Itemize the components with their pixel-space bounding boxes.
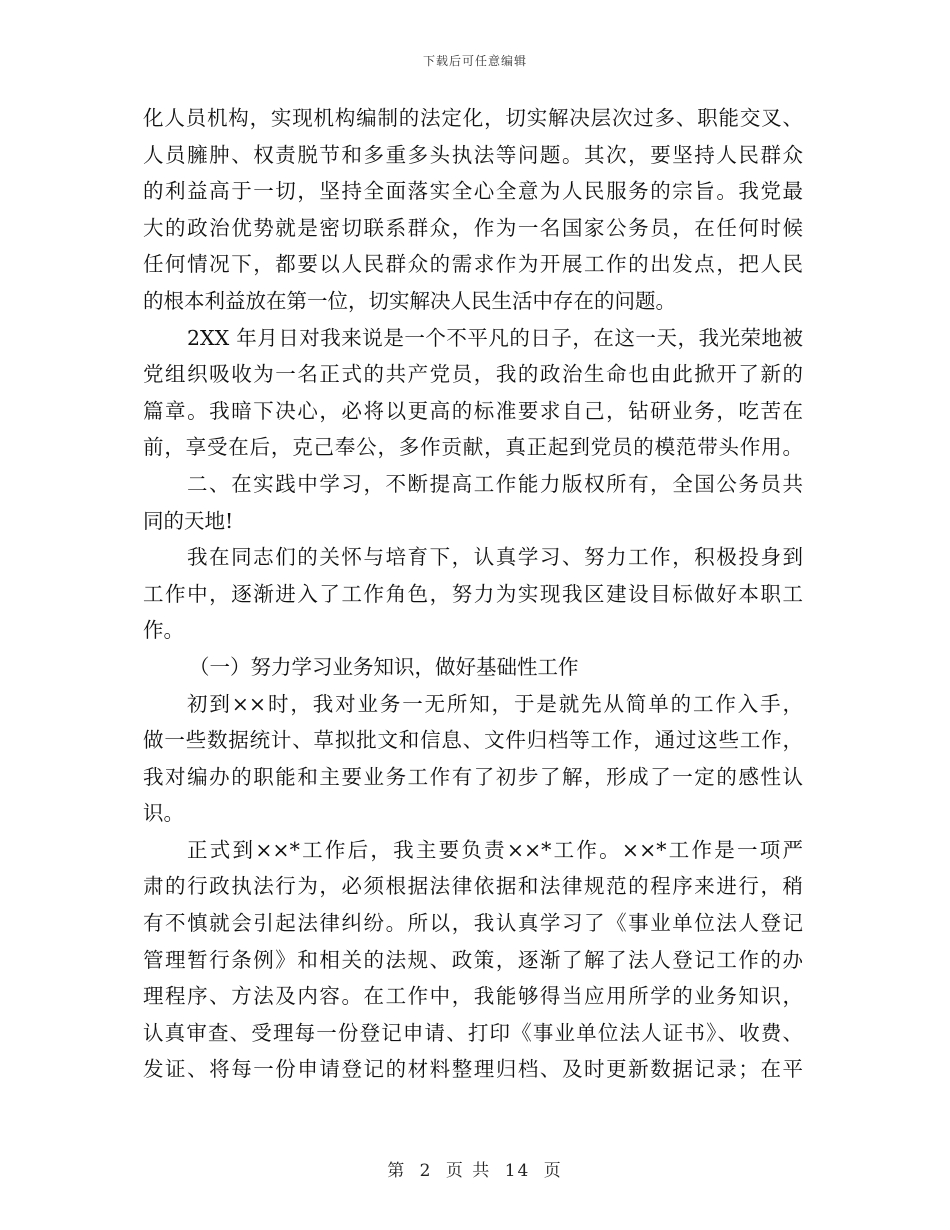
paragraph-line: 做一些数据统计、草拟批文和信息、文件归档等工作，通过这些工作， [143, 728, 803, 753]
paragraph-line: 工作中，逐渐进入了工作角色，努力为实现我区建设目标做好本职工 [143, 581, 803, 606]
paragraph-line: 作。 [143, 618, 184, 643]
paragraph-line: 肃的行政执法行为，必须根据法律依据和法律规范的程序来进行，稍 [143, 874, 803, 899]
paragraph-line: 2XX 年月日对我来说是一个不平凡的日子，在这一天，我光荣地被 [187, 325, 803, 350]
paragraph-line: 化人员机构，实现机构编制的法定化，切实解决层次过多、职能交叉、 [143, 106, 803, 130]
paragraph-line: 理程序、方法及内容。在工作中，我能够得当应用所学的业务知识， [143, 984, 803, 1009]
paragraph-line: 有不慎就会引起法律纠纷。所以，我认真学习了《事业单位法人登记 [143, 911, 803, 936]
paragraph-line: 发证、将每一份申请登记的材料整理归档、及时更新数据记录；在平 [143, 1057, 803, 1082]
paragraph-line: 管理暂行条例》和相关的法规、政策，逐渐了解了法人登记工作的办 [143, 947, 803, 972]
paragraph-line: 篇章。我暗下决心，必将以更高的标准要求自己，钻研业务，吃苦在 [143, 398, 803, 423]
paragraph-line: 任何情况下，都要以人民群众的需求作为开展工作的出发点，把人民 [143, 252, 803, 277]
paragraph-line: 大的政治优势就是密切联系群众，作为一名国家公务员，在任何时候 [143, 215, 803, 240]
section-subheading: （一）努力学习业务知识，做好基础性工作 [189, 654, 579, 679]
footer-page-number: 2 [419, 1161, 433, 1181]
paragraph-line: 正式到××*工作后，我主要负责××*工作。××*工作是一项严 [187, 837, 803, 862]
paragraph-line: 的根本利益放在第一位，切实解决人民生活中存在的问题。 [143, 288, 676, 313]
paragraph-line: 识。 [143, 801, 184, 826]
paragraph-line: 初到××时，我对业务一无所知，于是就先从简单的工作入手， [187, 691, 803, 716]
paragraph-line: 同的天地! [143, 508, 234, 533]
paragraph-line: 认真审查、受理每一份登记申请、打印《事业单位法人证书》、收费、 [143, 1020, 803, 1045]
footer-prefix: 第 [387, 1161, 407, 1181]
paragraph-line: 党组织吸收为一名正式的共产党员，我的政治生命也由此掀开了新的 [143, 362, 803, 387]
paragraph-line: 前，享受在后，克己奉公，多作贡献，真正起到党员的模范带头作用。 [143, 435, 803, 460]
paragraph-line: 我在同志们的关怀与培育下，认真学习、努力工作，积极投身到 [187, 545, 803, 570]
page-footer [0, 1156, 950, 1181]
document-body [143, 100, 803, 1088]
footer-suffix: 页 [543, 1161, 563, 1181]
paragraph-line: 的利益高于一切，坚持全面落实全心全意为人民服务的宗旨。我党最 [143, 179, 803, 204]
page-header: 下载后可任意编辑 [422, 54, 527, 68]
footer-total-pages: 14 [504, 1161, 531, 1181]
paragraph-line: 我对编办的职能和主要业务工作有了初步了解，形成了一定的感性认 [143, 764, 803, 789]
paragraph-line: 二、在实践中学习，不断提高工作能力版权所有，全国公务员共 [187, 471, 803, 496]
footer-middle: 页 共 [445, 1161, 492, 1181]
paragraph-line: 人员臃肿、权责脱节和多重多头执法等问题。其次，要坚持人民群众 [143, 142, 803, 167]
